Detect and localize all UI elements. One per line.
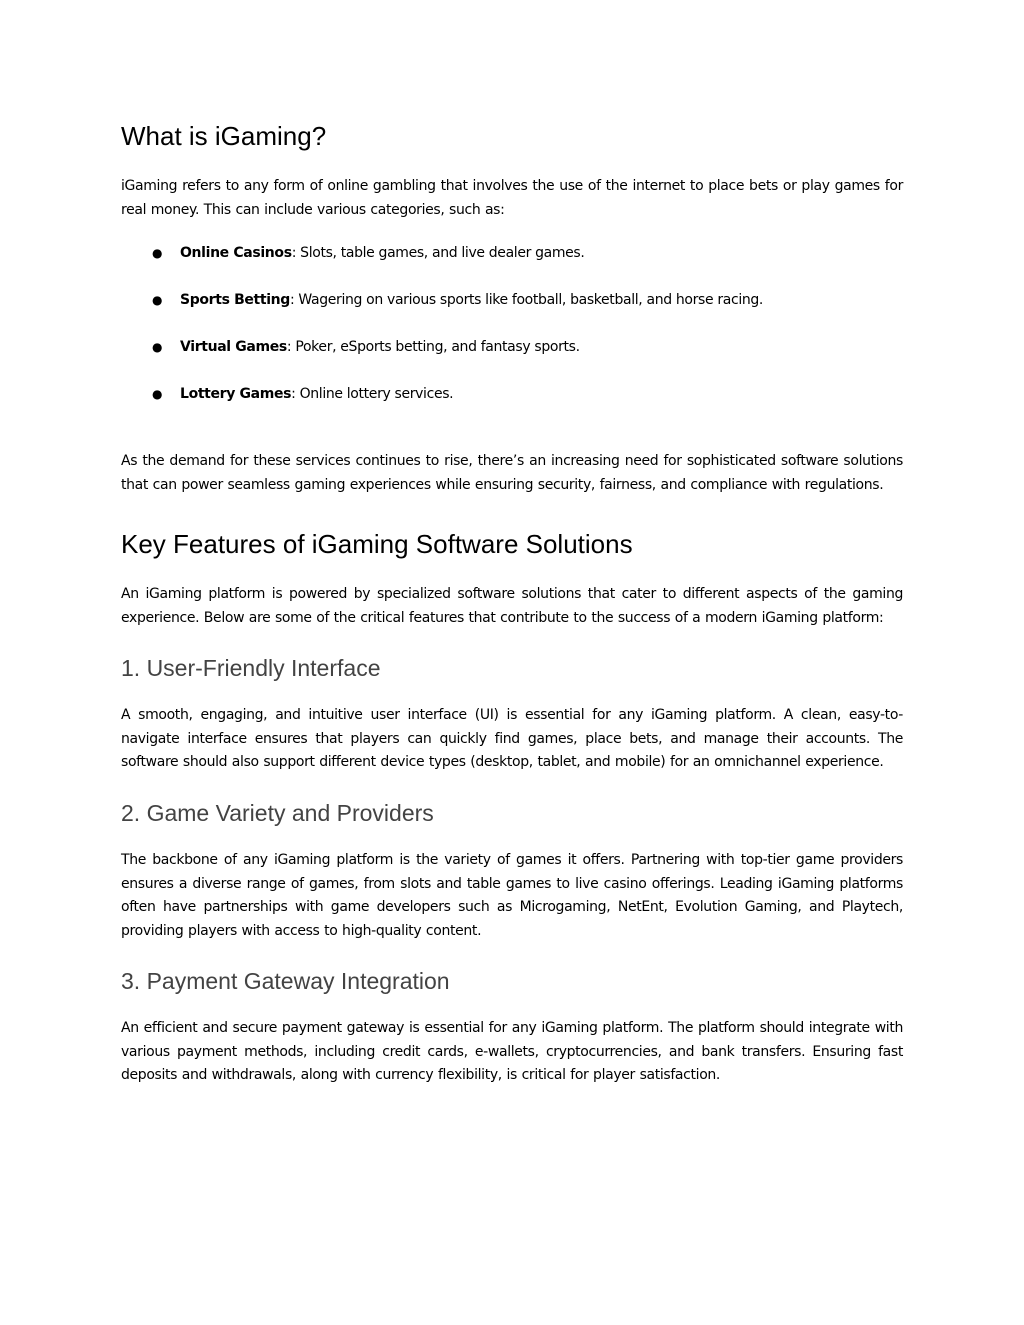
bullet-icon: ● xyxy=(152,387,163,401)
list-item-virtual-games xyxy=(121,336,903,383)
category-list xyxy=(121,242,903,430)
list-item-term: Lottery Games xyxy=(180,386,292,402)
subheading-user-friendly-interface: 1. User-Friendly Interface xyxy=(121,655,381,681)
subheading-payment-gateway: 3. Payment Gateway Integration xyxy=(121,968,450,994)
paragraph-demand: As the demand for these services continues to rise, there’s an increasing need for sophisticated software solutions that can power seamless gaming experiences while ensuring security, fairness, and compliance with regulations. xyxy=(121,453,903,493)
list-item-online-casinos xyxy=(121,242,903,289)
list-item-desc: : Slots, table games, and live dealer games. xyxy=(291,245,585,261)
bullet-icon: ● xyxy=(152,340,163,354)
heading-what-is-igaming: What is iGaming? xyxy=(121,121,327,151)
list-item-lottery-games xyxy=(121,383,903,430)
heading-key-features: Key Features of iGaming Software Solutions xyxy=(121,529,633,559)
list-item-sports-betting xyxy=(121,289,903,336)
list-item-term: Virtual Games xyxy=(180,339,287,355)
paragraph-key-features-intro: An iGaming platform is powered by specialized software solutions that cater to different aspects of the gaming experience. Below are some of the critical features that contribute to the success of a modern iGaming platform: xyxy=(121,586,903,626)
bullet-icon: ● xyxy=(152,246,163,260)
bullet-icon: ● xyxy=(152,293,163,307)
paragraph-game-variety: The backbone of any iGaming platform is the variety of games it offers. Partnering with top-tier game providers ensures a diverse range of games, from slots and table games to live casino offerings. Leading iGaming platforms often have partnerships with game developers such as Microgaming, NetEnt, Evolution Gaming, and Playtech, providing players with access to high-quality content. xyxy=(121,852,903,939)
list-item-desc: : Wagering on various sports like football, basketball, and horse racing. xyxy=(289,292,764,308)
list-item-desc: : Online lottery services. xyxy=(291,386,454,402)
paragraph-payment-gateway: An efficient and secure payment gateway is essential for any iGaming platform. The platform should integrate with various payment methods, including credit cards, e-wallets, cryptocurrencies, and bank transfers. Ensuring fast deposits and withdrawals, along with currency flexibility, is critical for player satisfaction. xyxy=(121,1020,903,1083)
list-item-desc: : Poker, eSports betting, and fantasy sports. xyxy=(286,339,580,355)
paragraph-intro: iGaming refers to any form of online gambling that involves the use of the internet to place bets or play games for real money. This can include various categories, such as: xyxy=(121,178,903,218)
list-item-term: Online Casinos xyxy=(180,245,292,261)
paragraph-user-friendly-interface: A smooth, engaging, and intuitive user interface (UI) is essential for any iGaming platform. A clean, easy-to-navigate interface ensures that players can quickly find games, place bets, and manage their accounts. The software should also support different device types (desktop, tablet, and mobile) for an omnichannel experience. xyxy=(121,707,903,770)
list-item-term: Sports Betting xyxy=(180,292,290,308)
subheading-game-variety: 2. Game Variety and Providers xyxy=(121,800,434,826)
